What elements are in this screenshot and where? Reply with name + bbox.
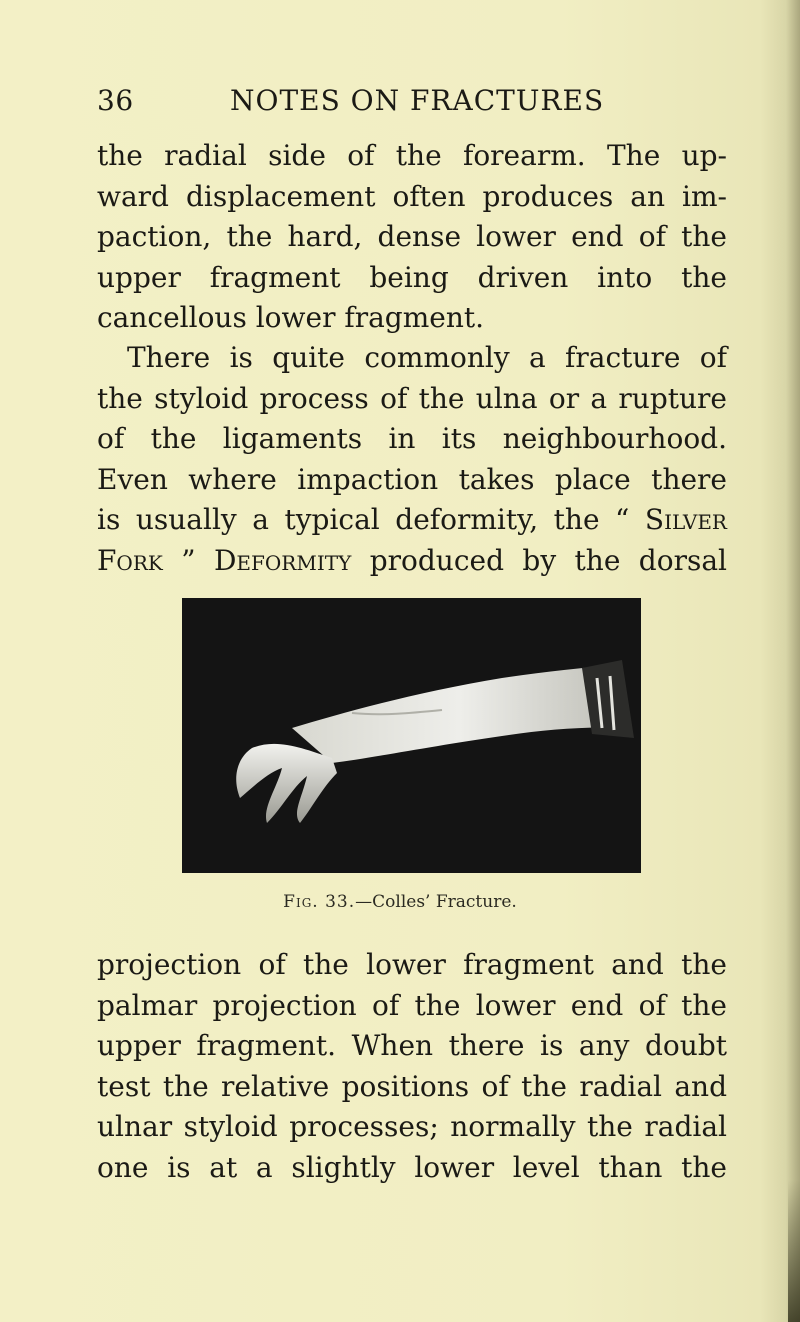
text-run: is usually a typical deformity, the bbox=[97, 503, 616, 536]
text-run: ” bbox=[162, 543, 214, 577]
text-line: upper fragment being driven into the bbox=[97, 260, 727, 294]
paragraph-1 bbox=[97, 136, 727, 339]
smallcaps-run: Deformity bbox=[213, 543, 352, 577]
text-line-mixed bbox=[97, 500, 727, 541]
text-line: Even where impaction takes place there bbox=[97, 462, 727, 496]
page-header bbox=[97, 84, 701, 124]
text-line: test the relative positions of the radial and bbox=[97, 1069, 727, 1103]
text-line: cancellous lower fragment. bbox=[97, 301, 485, 334]
figure-caption-text: —Colles’ Fracture. bbox=[355, 892, 517, 912]
text-line: There is quite commonly a fracture of bbox=[127, 341, 727, 374]
text-line: ulnar styloid processes; normally the radial bbox=[97, 1110, 727, 1143]
colles-fracture-illustration bbox=[182, 598, 641, 873]
text-line: projection of the lower fragment and the bbox=[97, 948, 727, 981]
figure-caption bbox=[0, 892, 800, 912]
text-line: the radial side of the forearm. The up- bbox=[97, 139, 727, 172]
text-line: paction, the hard, dense lower end of the bbox=[97, 220, 727, 253]
paragraph-3 bbox=[97, 945, 727, 1188]
text-line: of the ligaments in its neighbourhood. bbox=[97, 422, 727, 455]
text-line: the styloid process of the ulna or a rupture bbox=[97, 381, 727, 415]
page-edge-shadow bbox=[786, 0, 800, 1322]
smallcaps-run: Fork bbox=[97, 543, 163, 577]
text-line: upper fragment. When there is any doubt bbox=[97, 1029, 727, 1062]
page-number: 36 bbox=[97, 84, 134, 117]
text-line-mixed bbox=[97, 541, 727, 582]
page-edge-dark bbox=[788, 1180, 800, 1322]
figure-label: Fig. 33. bbox=[283, 892, 356, 912]
text-line: ward displacement often produces an im- bbox=[97, 179, 727, 213]
text-line: palmar projection of the lower end of the bbox=[97, 988, 727, 1022]
smallcaps-run: “ Silver bbox=[615, 503, 727, 536]
running-head: NOTES ON FRACTURES bbox=[230, 84, 605, 117]
text-run: produced by the dorsal bbox=[351, 543, 727, 577]
figure-photograph bbox=[182, 598, 641, 873]
paragraph-2 bbox=[97, 338, 727, 581]
text-line: one is at a slightly lower level than the bbox=[97, 1150, 727, 1184]
